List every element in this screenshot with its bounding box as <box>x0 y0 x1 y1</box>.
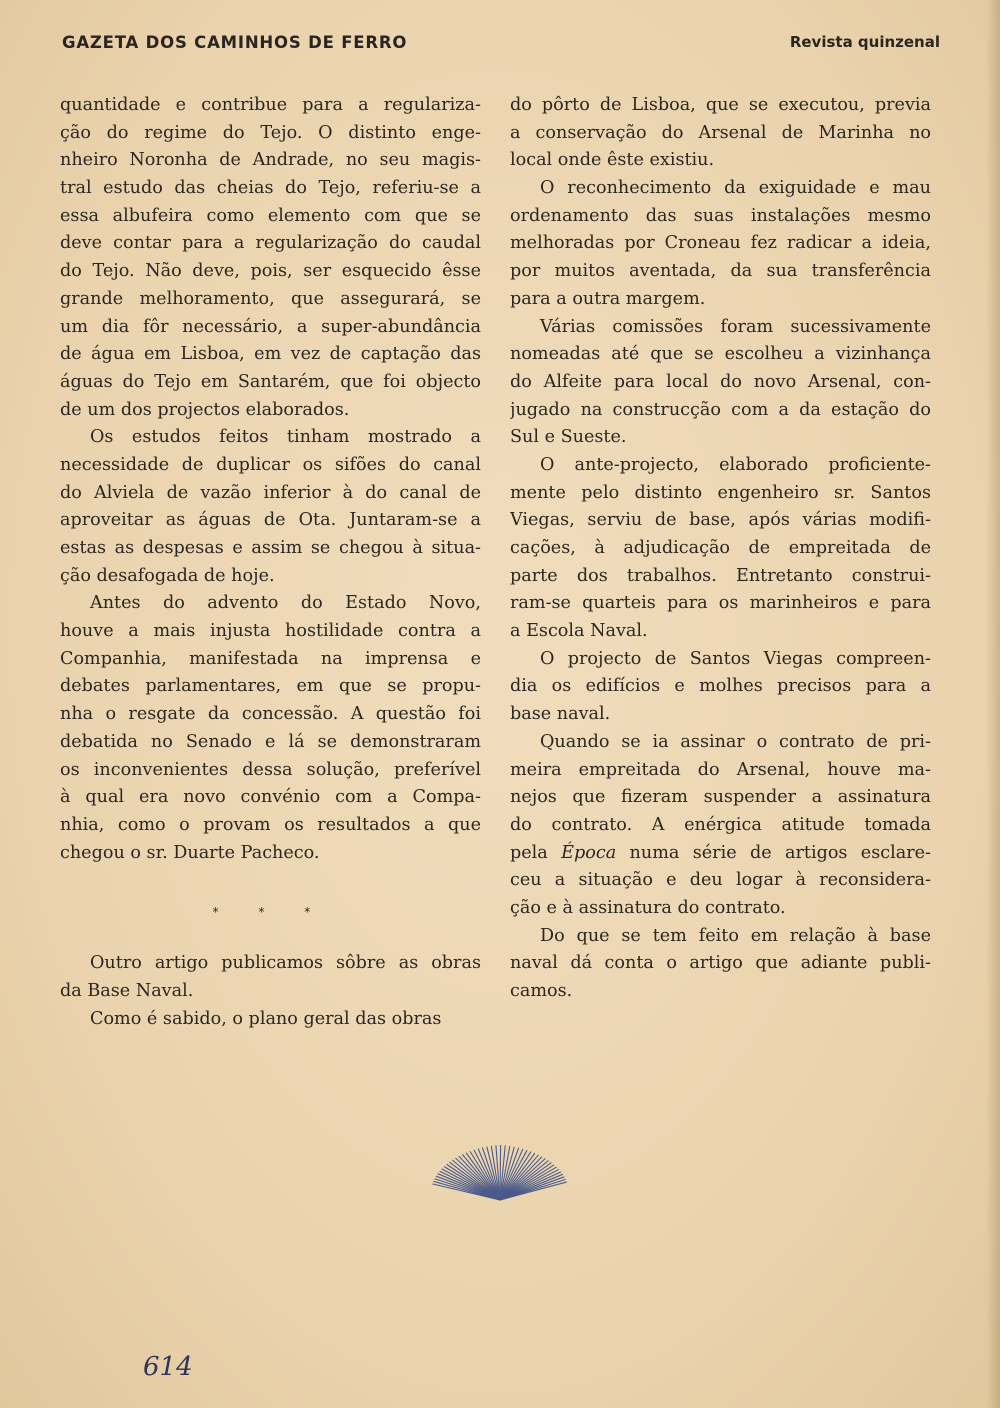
text-line: Viegas, serviu de base, após várias modifi- <box>510 510 931 531</box>
text-line: parte dos trabalhos. Entretanto construi- <box>510 565 931 586</box>
text-line: da Base Naval. <box>60 981 194 1001</box>
text-line: ção desafogada de hoje. <box>60 565 275 586</box>
text-line: houve a mais injusta hostilidade contra a <box>60 621 481 642</box>
text-line: O ante-projecto, elaborado proficiente- <box>540 454 931 475</box>
text-line: jugado na construcção com a da estação do <box>510 399 931 420</box>
text-line: de um dos projectos elaborados. <box>60 399 350 420</box>
text-line: local onde êste existiu. <box>510 150 715 171</box>
text-line: deve contar para a regularização do caudal <box>60 233 481 254</box>
text-line: aproveitar as águas de Ota. Juntaram-se a <box>60 510 481 531</box>
text-line: debates parlamentares, em que se propu- <box>60 676 481 697</box>
text-line: Como é sabido, o plano geral das obras <box>90 1008 442 1029</box>
text-line: Os estudos feitos tinham mostrado a <box>90 427 481 448</box>
text-line: à qual era novo convénio com a Compa- <box>60 787 481 808</box>
text-line: chegou o sr. Duarte Pacheco. <box>60 842 320 863</box>
text-line: Do que se tem feito em relação à base <box>540 925 931 946</box>
text-line: para a outra margem. <box>510 288 706 309</box>
text-line: ram-se quarteis para os marinheiros e para <box>510 593 931 614</box>
text-line: nha o resgate da concessão. A questão foi <box>60 704 481 725</box>
text-line: ção e à assinatura do contrato. <box>510 897 786 918</box>
page-number: 614 <box>143 1352 193 1382</box>
text-line: de água em Lisboa, em vez de captação das <box>60 344 481 365</box>
text-line: um dia fôr necessário, a super-abundância <box>60 316 481 337</box>
text-line: debatida no Senado e lá se demonstraram <box>60 731 481 752</box>
text-line: do Alfeite para local do novo Arsenal, con- <box>510 371 931 392</box>
text-line: base naval. <box>510 704 611 725</box>
italic-title: Época <box>561 842 617 863</box>
text-line: tral estudo das cheias do Tejo, referiu-se a <box>60 178 481 199</box>
ornament-fan-icon <box>416 1140 584 1202</box>
text-line: O projecto de Santos Viegas compreen- <box>540 648 931 669</box>
text-line: naval dá conta o artigo que adiante publi- <box>510 953 931 974</box>
text-line: nomeadas até que se escolheu a vizinhança <box>510 344 931 365</box>
text-line: do contrato. A enérgica atitude tomada <box>510 814 931 835</box>
text-line: ção do regime do Tejo. O distinto enge- <box>60 122 481 143</box>
text-line: Quando se ia assinar o contrato de pri- <box>540 731 931 752</box>
text-line: a Escola Naval. <box>510 621 648 642</box>
text-line: necessidade de duplicar os sifões do canal <box>60 454 481 475</box>
text-line: Companhia, manifestada na imprensa e <box>60 648 481 669</box>
spacer <box>60 867 481 895</box>
text-line: ceu a situação e deu logar à reconsidera- <box>510 870 931 891</box>
text-line: ordenamento das suas instalações mesmo <box>510 205 931 226</box>
publication-title: GAZETA DOS CAMINHOS DE FERRO <box>62 33 408 52</box>
text-line: estas as despesas e assim se chegou à situa- <box>60 538 481 558</box>
binding-shadow <box>986 0 1000 1408</box>
text-line: a conservação do Arsenal de Marinha no <box>510 122 931 143</box>
right-column-text <box>510 92 931 1006</box>
text-line: cações, à adjudicação de empreitada de <box>510 538 931 558</box>
spacer <box>60 923 481 951</box>
text-line: por muitos aventada, da sua transferência <box>510 261 931 282</box>
text-line: nejos que fizeram suspender a assinatura <box>510 787 931 808</box>
text-line: dia os edifícios e molhes precisos para a <box>510 676 931 697</box>
text-line: Sul e Sueste. <box>510 427 627 448</box>
text-line: do pôrto de Lisboa, que se executou, previa <box>510 95 931 115</box>
left-column-text <box>60 92 481 867</box>
text-line: Antes do advento do Estado Novo, <box>90 593 481 614</box>
text-line: os inconvenientes dessa solução, preferível <box>60 759 481 780</box>
text-line: essa albufeira como elemento com que se <box>60 205 481 226</box>
text-line: pela Época numa série de artigos esclare- <box>510 842 931 863</box>
text-line: Várias comissões foram sucessivamente <box>540 316 931 337</box>
left-column-text-continued <box>60 950 481 1033</box>
text-line: mente pelo distinto engenheiro sr. Santos <box>510 482 931 503</box>
section-separator: * * * <box>212 904 329 919</box>
text-line: grande melhoramento, que assegurará, se <box>60 288 481 309</box>
text-line: do Tejo. Não deve, pois, ser esquecido êsse <box>60 261 481 282</box>
text-line: camos. <box>510 981 573 1001</box>
text-line: nheiro Noronha de Andrade, no seu magis- <box>60 150 481 171</box>
text-line: meira empreitada do Arsenal, houve ma- <box>510 759 931 780</box>
text-line: nhia, como o provam os resultados a que <box>60 814 481 835</box>
left-column <box>60 92 481 1033</box>
publication-subtitle: Revista quinzenal <box>789 33 940 51</box>
text-line: O reconhecimento da exiguidade e mau <box>540 178 931 199</box>
right-column <box>510 92 931 1006</box>
text-line: quantidade e contribue para a regulariza- <box>60 95 481 115</box>
text-line: do Alviela de vazão inferior à do canal de <box>60 482 481 503</box>
text-line: Outro artigo publicamos sôbre as obras <box>90 953 481 974</box>
text-line: águas do Tejo em Santarém, que foi objecto <box>60 371 481 392</box>
text-line: melhoradas por Croneau fez radicar a ideia, <box>510 233 931 254</box>
